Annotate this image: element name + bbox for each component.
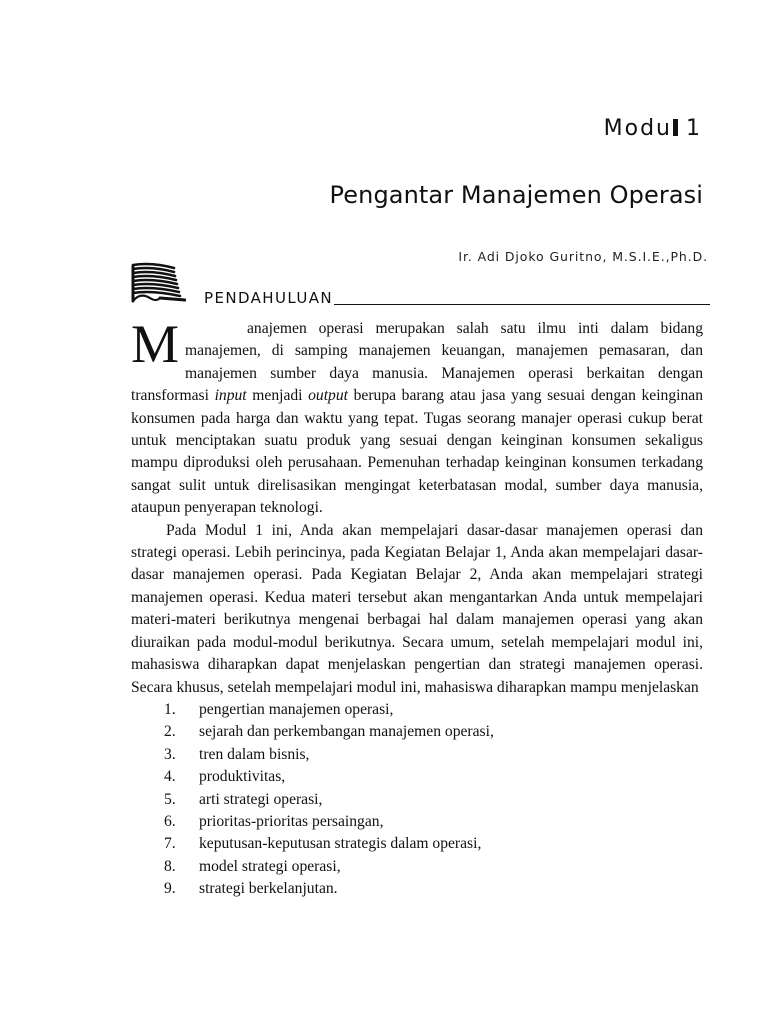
section-heading-rule (334, 304, 710, 305)
objective-number: 9. (164, 880, 176, 898)
intro-text-lead: anajemen operasi merupakan salah satu ilmu inti dalam bidang manajemen, di samping manajemen keuangan, manajemen pemasaran, dan manajemen sumber daya manusia. Manajemen operasi berkaitan dengan transformasi (131, 320, 703, 405)
objective-number: 5. (164, 790, 176, 808)
objective-text: arti strategi operasi, (199, 790, 323, 808)
objective-number: 3. (164, 745, 176, 763)
author-line: Ir. Adi Djoko Guritno, M.S.I.E.,Ph.D. (458, 249, 708, 264)
intro-text-tail: berupa barang atau jasa yang sesuai dengan keinginan konsumen pada harga dan waktu yang tepat. Tugas seorang manajer operasi cukup berat untuk menciptakan suatu produk yang sesuai dengan keinginan konsumen sekaligus mampu diproduksi oleh perusahaan. Pemenuhan terhadap keinginan konsumen terkadang sangat sulit untuk direlisasikan mengingat keterbatasan modal, sumber daya manusia, ataupun penyerapan teknologi. (131, 387, 703, 517)
intro-term-input: input (214, 387, 247, 405)
objective-number: 2. (164, 723, 176, 741)
objective-item (131, 789, 703, 811)
objective-text: model strategi operasi, (199, 857, 341, 875)
section-heading-label: PENDAHULUAN (204, 289, 334, 307)
objective-text: pengertian manajemen operasi, (199, 700, 394, 718)
overview-paragraph: Pada Modul 1 ini, Anda akan mempelajari dasar-dasar manajemen operasi dan strategi operasi. Lebih perincinya, pada Kegiatan Belajar 1, Anda akan mempelajari dasar-dasar manajemen operasi. Pada Kegiatan Belajar 2, Anda akan mempelajari strategi manajemen operasi. Kedua materi tersebut akan mengantarkan Anda untuk mempelajari materi-materi berikutnya mengenai berbagai hal dalam manajemen operasi yang akan diuraikan pada modul-modul berikutnya. Secara umum, setelah mempelajari modul ini, mahasiswa diharapkan dapat menjelaskan pengertian dan strategi manajemen operasi. Secara khusus, setelah mempelajari modul ini, mahasiswa diharapkan mampu menjelaskan (131, 521, 703, 696)
objective-number: 7. (164, 835, 176, 853)
module-content (131, 314, 703, 901)
objective-item (131, 856, 703, 878)
objective-text: produktivitas, (199, 768, 286, 786)
objective-item (131, 721, 703, 743)
objective-item (131, 833, 703, 855)
objective-item (131, 878, 703, 900)
module-label-word: Modu (603, 116, 672, 141)
objective-text: tren dalam bisnis, (199, 745, 310, 763)
intro-text-mid: menjadi (246, 387, 309, 405)
objective-text: sejarah dan perkembangan manajemen operasi, (199, 723, 494, 741)
objective-number: 1. (164, 700, 176, 718)
objective-item (131, 699, 703, 721)
module-number: 1 (686, 116, 702, 141)
objective-item (131, 811, 703, 833)
section-heading (204, 285, 710, 307)
objective-item (131, 766, 703, 788)
learning-objectives-list (131, 699, 703, 901)
objective-item (131, 744, 703, 766)
drop-cap: M (131, 314, 180, 374)
objective-number: 6. (164, 812, 176, 830)
objective-number: 8. (164, 857, 176, 875)
module-label-bar-glyph (673, 119, 678, 136)
objective-text: strategi berkelanjutan. (199, 880, 338, 898)
open-book-icon (130, 262, 186, 304)
module-label (604, 116, 702, 141)
objective-number: 4. (164, 768, 176, 786)
page-title: Pengantar Manajemen Operasi (329, 181, 703, 209)
intro-paragraph (131, 314, 703, 520)
objective-text: keputusan-keputusan strategis dalam operasi, (199, 835, 482, 853)
objective-text: prioritas-prioritas persaingan, (199, 812, 384, 830)
intro-term-output: output (308, 387, 348, 405)
